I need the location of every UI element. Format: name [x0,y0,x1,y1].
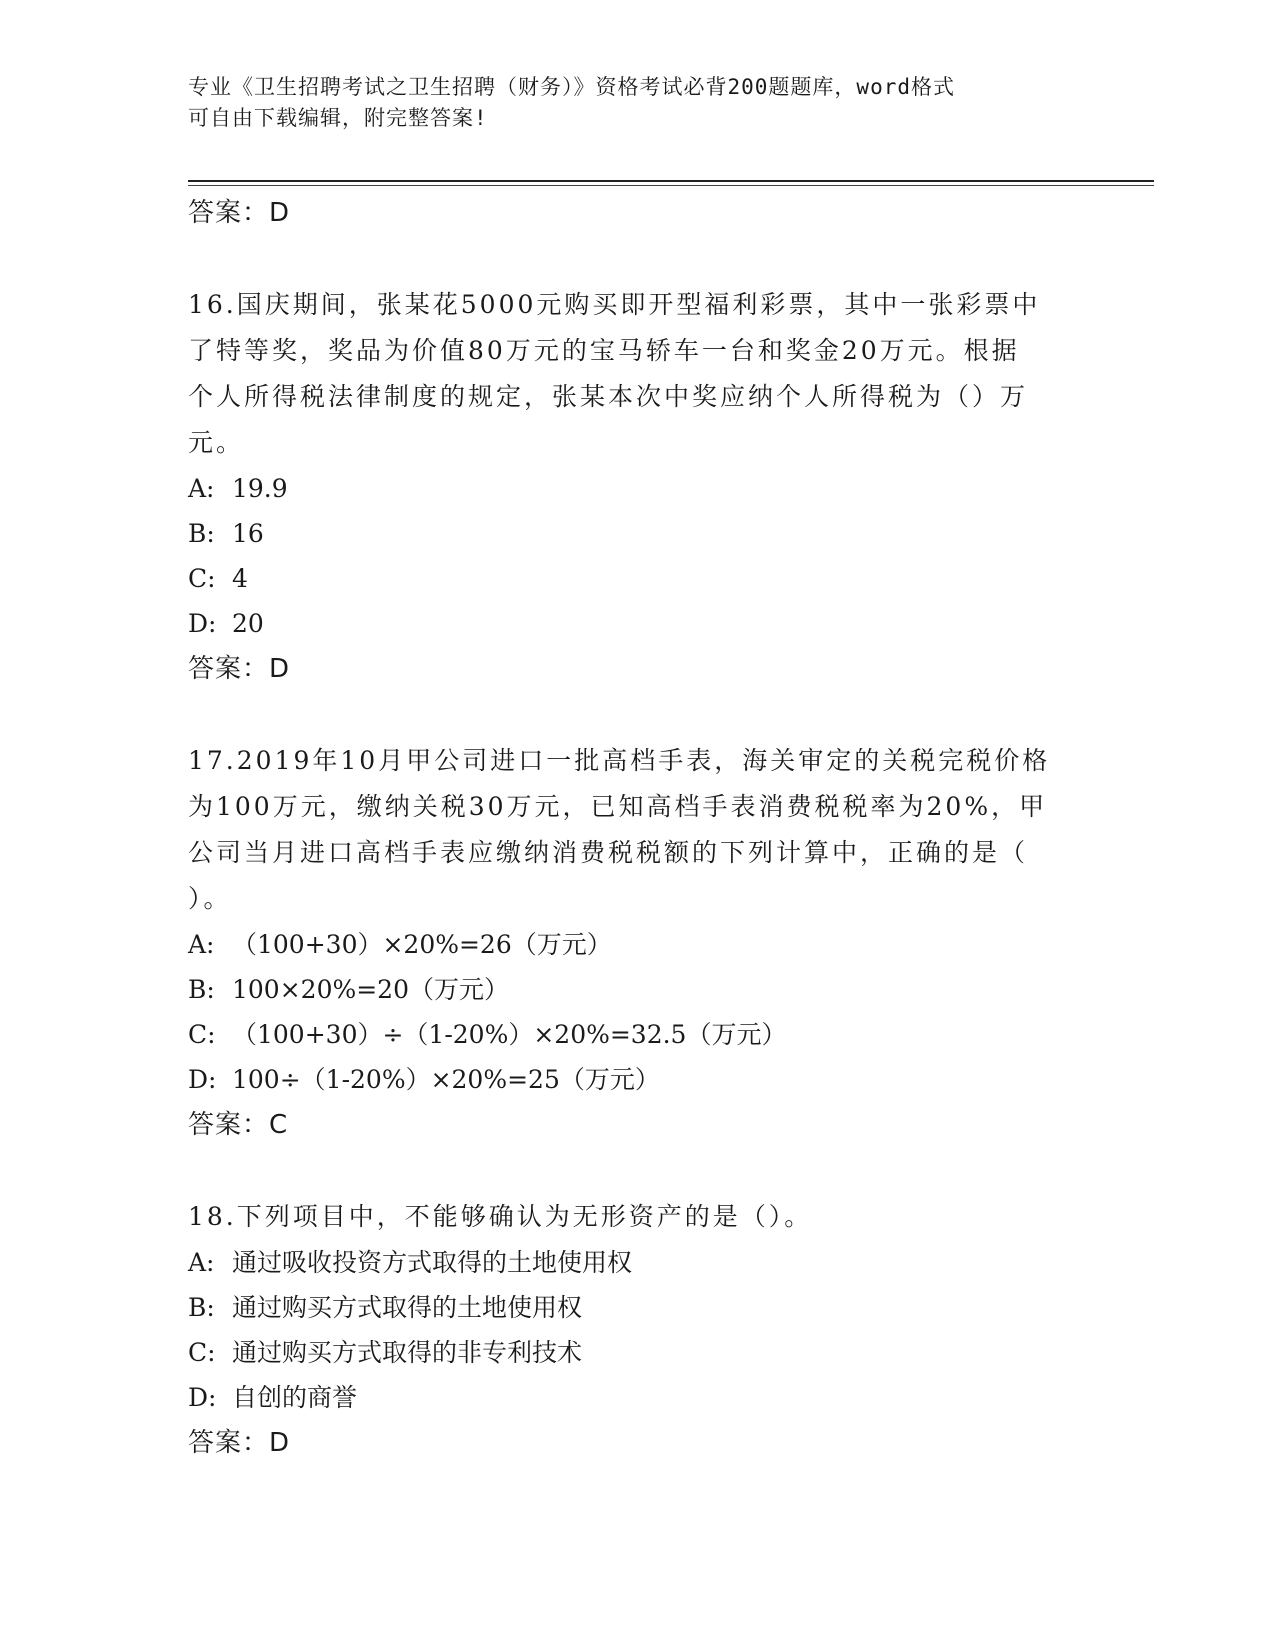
header-title-line-1: 专业《卫生招聘考试之卫生招聘（财务）》资格考试必背200题题库，word格式 [188,75,955,99]
question-text-line: 为100万元，缴纳关税30万元，已知高档手表消费税税率为20%，甲 [188,792,1048,821]
question-block [188,1194,1068,1466]
option-key: B: [188,1293,215,1322]
question-text-line: 公司当月进口高档手表应缴纳消费税税额的下列计算中，正确的是（ [188,838,1029,867]
question-text-line: 元。 [188,428,245,457]
option-d [188,1057,1068,1102]
option-text: 19.9 [232,474,288,503]
question-text-line: 18.下列项目中，不能够确认为无形资产的是（）。 [188,1202,813,1231]
answer-line: 答案：D [188,1428,291,1458]
page-header [188,72,1068,134]
option-key: C: [188,1020,216,1049]
option-key: B: [188,975,215,1004]
option-c [188,1012,1068,1057]
previous-answer: 答案：D [188,198,291,228]
option-b [188,511,1068,556]
option-key: D: [188,1383,217,1412]
option-b [188,1285,1068,1330]
option-d [188,601,1068,646]
question-text-line: 个人所得税法律制度的规定，张某本次中奖应纳个人所得税为（）万 [188,382,1029,411]
option-text: （100+30）÷（1-20%）×20%=32.5（万元） [232,1020,787,1049]
question-text-line: 17.2019年10月甲公司进口一批高档手表，海关审定的关税完税价格 [188,746,1051,775]
option-text: 通过吸收投资方式取得的土地使用权 [232,1248,633,1277]
answer-line: 答案：D [188,654,291,684]
question-text-line: ）。 [188,884,232,913]
option-key: C: [188,564,216,593]
option-key: B: [188,519,215,548]
question-text-line: 了特等奖，奖品为价值80万元的宝马轿车一台和奖金20万元。根据 [188,336,1020,365]
option-text: 通过购买方式取得的土地使用权 [232,1293,583,1322]
option-text: （100+30）×20%=26（万元） [232,930,612,959]
option-a [188,922,1068,967]
option-text: 20 [232,609,264,638]
option-text: 16 [232,519,264,548]
option-text: 自创的商誉 [232,1383,358,1412]
question-block [188,282,1068,692]
question-block [188,738,1068,1148]
question-text-line: 16.国庆期间，张某花5000元购买即开型福利彩票，其中一张彩票中 [188,290,1041,319]
option-key: A: [188,930,215,959]
option-c [188,1330,1068,1375]
option-text: 通过购买方式取得的非专利技术 [232,1338,583,1367]
option-d [188,1375,1068,1420]
option-key: D: [188,1065,217,1094]
option-text: 4 [232,564,248,593]
option-text: 100÷（1-20%）×20%=25（万元） [232,1065,660,1094]
option-key: A: [188,474,215,503]
header-title-line-2: 可自由下载编辑，附完整答案! [188,106,488,130]
option-key: A: [188,1248,215,1277]
header-divider-thick [188,180,1154,182]
option-c [188,556,1068,601]
option-key: D: [188,609,217,638]
option-b [188,967,1068,1012]
option-a [188,1240,1068,1285]
option-text: 100×20%=20（万元） [232,975,509,1004]
answer-line: 答案：C [188,1110,289,1140]
option-a [188,466,1068,511]
header-divider-thin [188,185,1154,186]
document-body [188,190,1068,1466]
option-key: C: [188,1338,216,1367]
